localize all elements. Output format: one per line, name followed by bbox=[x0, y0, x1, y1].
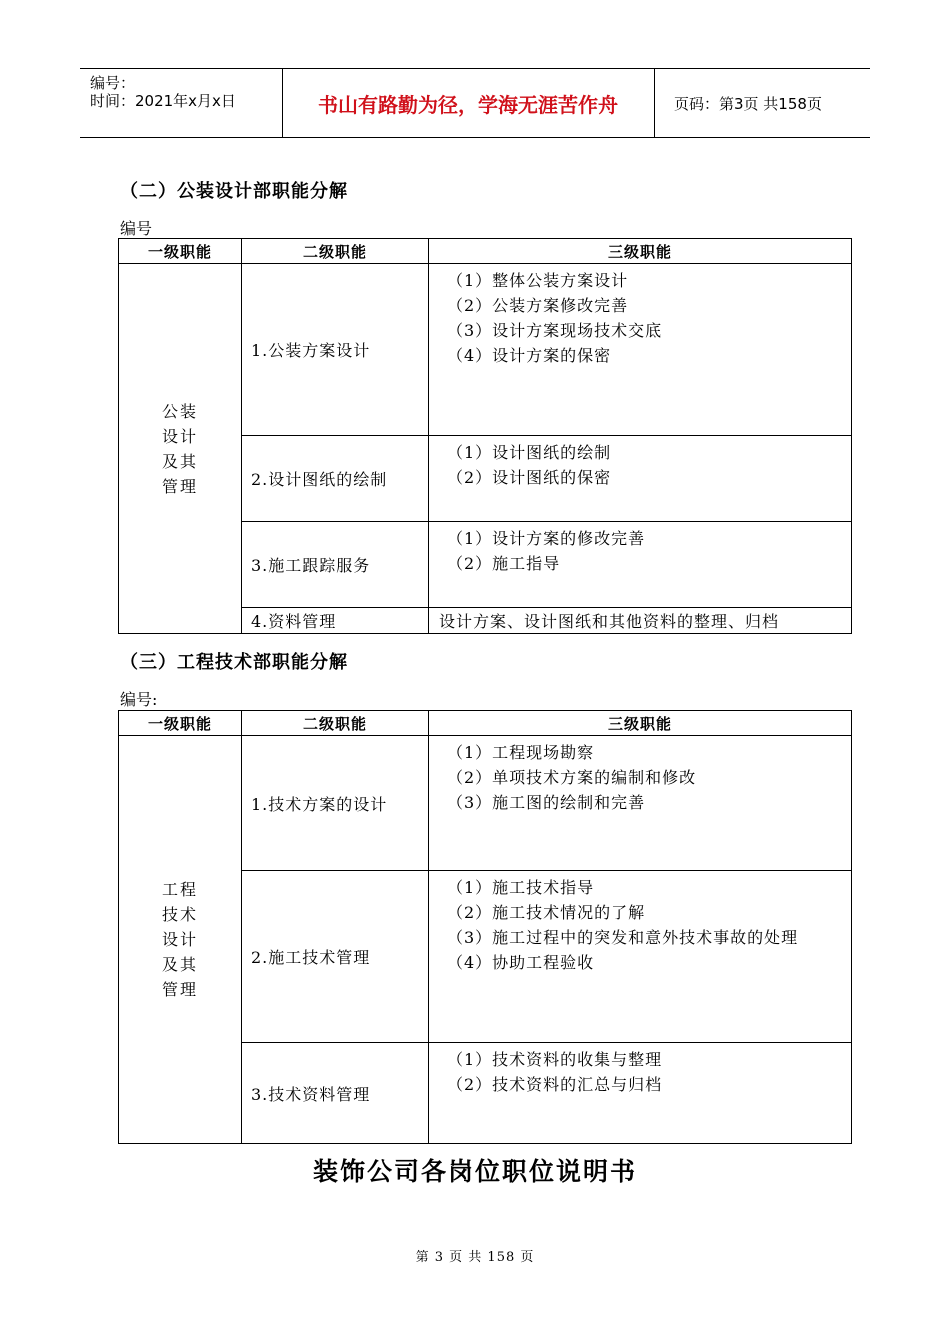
level2-cell: 2.设计图纸的绘制 bbox=[242, 436, 429, 522]
list-item: （3）施工过程中的突发和意外技术事故的处理 bbox=[447, 928, 799, 947]
section3-table bbox=[118, 710, 852, 1144]
level2-cell: 2.施工技术管理 bbox=[242, 871, 429, 1043]
header-meta bbox=[80, 69, 283, 137]
level1-line: 及其 bbox=[161, 451, 198, 471]
level3-cell bbox=[429, 436, 852, 522]
header-level1: 一级职能 bbox=[119, 239, 242, 264]
list-item: （2）技术资料的汇总与归档 bbox=[447, 1075, 663, 1094]
page-header bbox=[80, 68, 870, 138]
level3-cell bbox=[429, 871, 852, 1043]
header-motto: 书山有路勤为径，学海无涯苦作舟 bbox=[282, 69, 655, 137]
list-item: （1）工程现场勘察 bbox=[447, 743, 595, 762]
section2-title: （二）公装设计部职能分解 bbox=[120, 181, 348, 202]
level3-cell bbox=[429, 1043, 852, 1144]
list-item: （2）施工技术情况的了解 bbox=[447, 903, 646, 922]
list-item: （1）设计图纸的绘制 bbox=[447, 443, 612, 462]
level1-line: 设计 bbox=[161, 930, 198, 949]
time-label: 时间：2021年x月x日 bbox=[90, 92, 236, 110]
level1-line: 设计 bbox=[161, 426, 198, 446]
level2-cell: 3.施工跟踪服务 bbox=[242, 522, 429, 608]
list-item: （1）设计方案的修改完善 bbox=[447, 529, 646, 548]
header-level1: 一级职能 bbox=[119, 711, 242, 736]
header-level2: 二级职能 bbox=[242, 239, 429, 264]
list-item: （2）设计图纸的保密 bbox=[447, 468, 612, 487]
list-item: （1）施工技术指导 bbox=[447, 878, 595, 897]
level3-cell: 设计方案、设计图纸和其他资料的整理、归档 bbox=[429, 608, 852, 634]
table-row bbox=[119, 736, 852, 871]
table-header-row bbox=[119, 239, 852, 264]
table-row bbox=[119, 264, 852, 436]
level1-line: 管理 bbox=[161, 980, 198, 999]
section3-title: （三）工程技术部职能分解 bbox=[120, 652, 348, 673]
level1-line: 公装 bbox=[161, 401, 198, 421]
list-item: （2）公装方案修改完善 bbox=[447, 296, 629, 315]
level2-cell: 4.资料管理 bbox=[242, 608, 429, 634]
level3-cell bbox=[429, 264, 852, 436]
level3-cell bbox=[429, 522, 852, 608]
level2-cell: 1.技术方案的设计 bbox=[242, 736, 429, 871]
header-level2: 二级职能 bbox=[242, 711, 429, 736]
section3-code-label: 编号: bbox=[120, 690, 158, 709]
level3-cell bbox=[429, 736, 852, 871]
header-page-info bbox=[664, 69, 870, 137]
list-item: （3）施工图的绘制和完善 bbox=[447, 793, 646, 812]
level1-cell bbox=[119, 264, 242, 634]
list-item: （4）设计方案的保密 bbox=[447, 346, 612, 365]
page-info-text: 页码：第3页 共158页 bbox=[674, 94, 822, 113]
level1-line: 及其 bbox=[161, 955, 198, 974]
level1-line: 工程 bbox=[161, 880, 198, 899]
list-item: （3）设计方案现场技术交底 bbox=[447, 321, 663, 340]
list-item: （1）技术资料的收集与整理 bbox=[447, 1050, 663, 1069]
list-item: （1）整体公装方案设计 bbox=[447, 271, 629, 290]
header-level3: 三级职能 bbox=[429, 711, 852, 736]
level2-cell: 3.技术资料管理 bbox=[242, 1043, 429, 1144]
level1-line: 技术 bbox=[161, 905, 198, 924]
level2-cell: 1.公装方案设计 bbox=[242, 264, 429, 436]
list-item: （4）协助工程验收 bbox=[447, 953, 595, 972]
table-header-row bbox=[119, 711, 852, 736]
level1-cell bbox=[119, 736, 242, 1144]
list-item: （2）施工指导 bbox=[447, 554, 561, 573]
header-level3: 三级职能 bbox=[429, 239, 852, 264]
section2-table bbox=[118, 238, 852, 634]
code-label: 编号： bbox=[90, 74, 136, 92]
list-item: （2）单项技术方案的编制和修改 bbox=[447, 768, 697, 787]
level1-line: 管理 bbox=[161, 476, 198, 496]
page-footer: 第 3 页 共 158 页 bbox=[415, 1250, 535, 1265]
document-title: 装饰公司各岗位职位说明书 bbox=[312, 1157, 637, 1186]
section2-code-label: 编号 bbox=[120, 219, 153, 238]
